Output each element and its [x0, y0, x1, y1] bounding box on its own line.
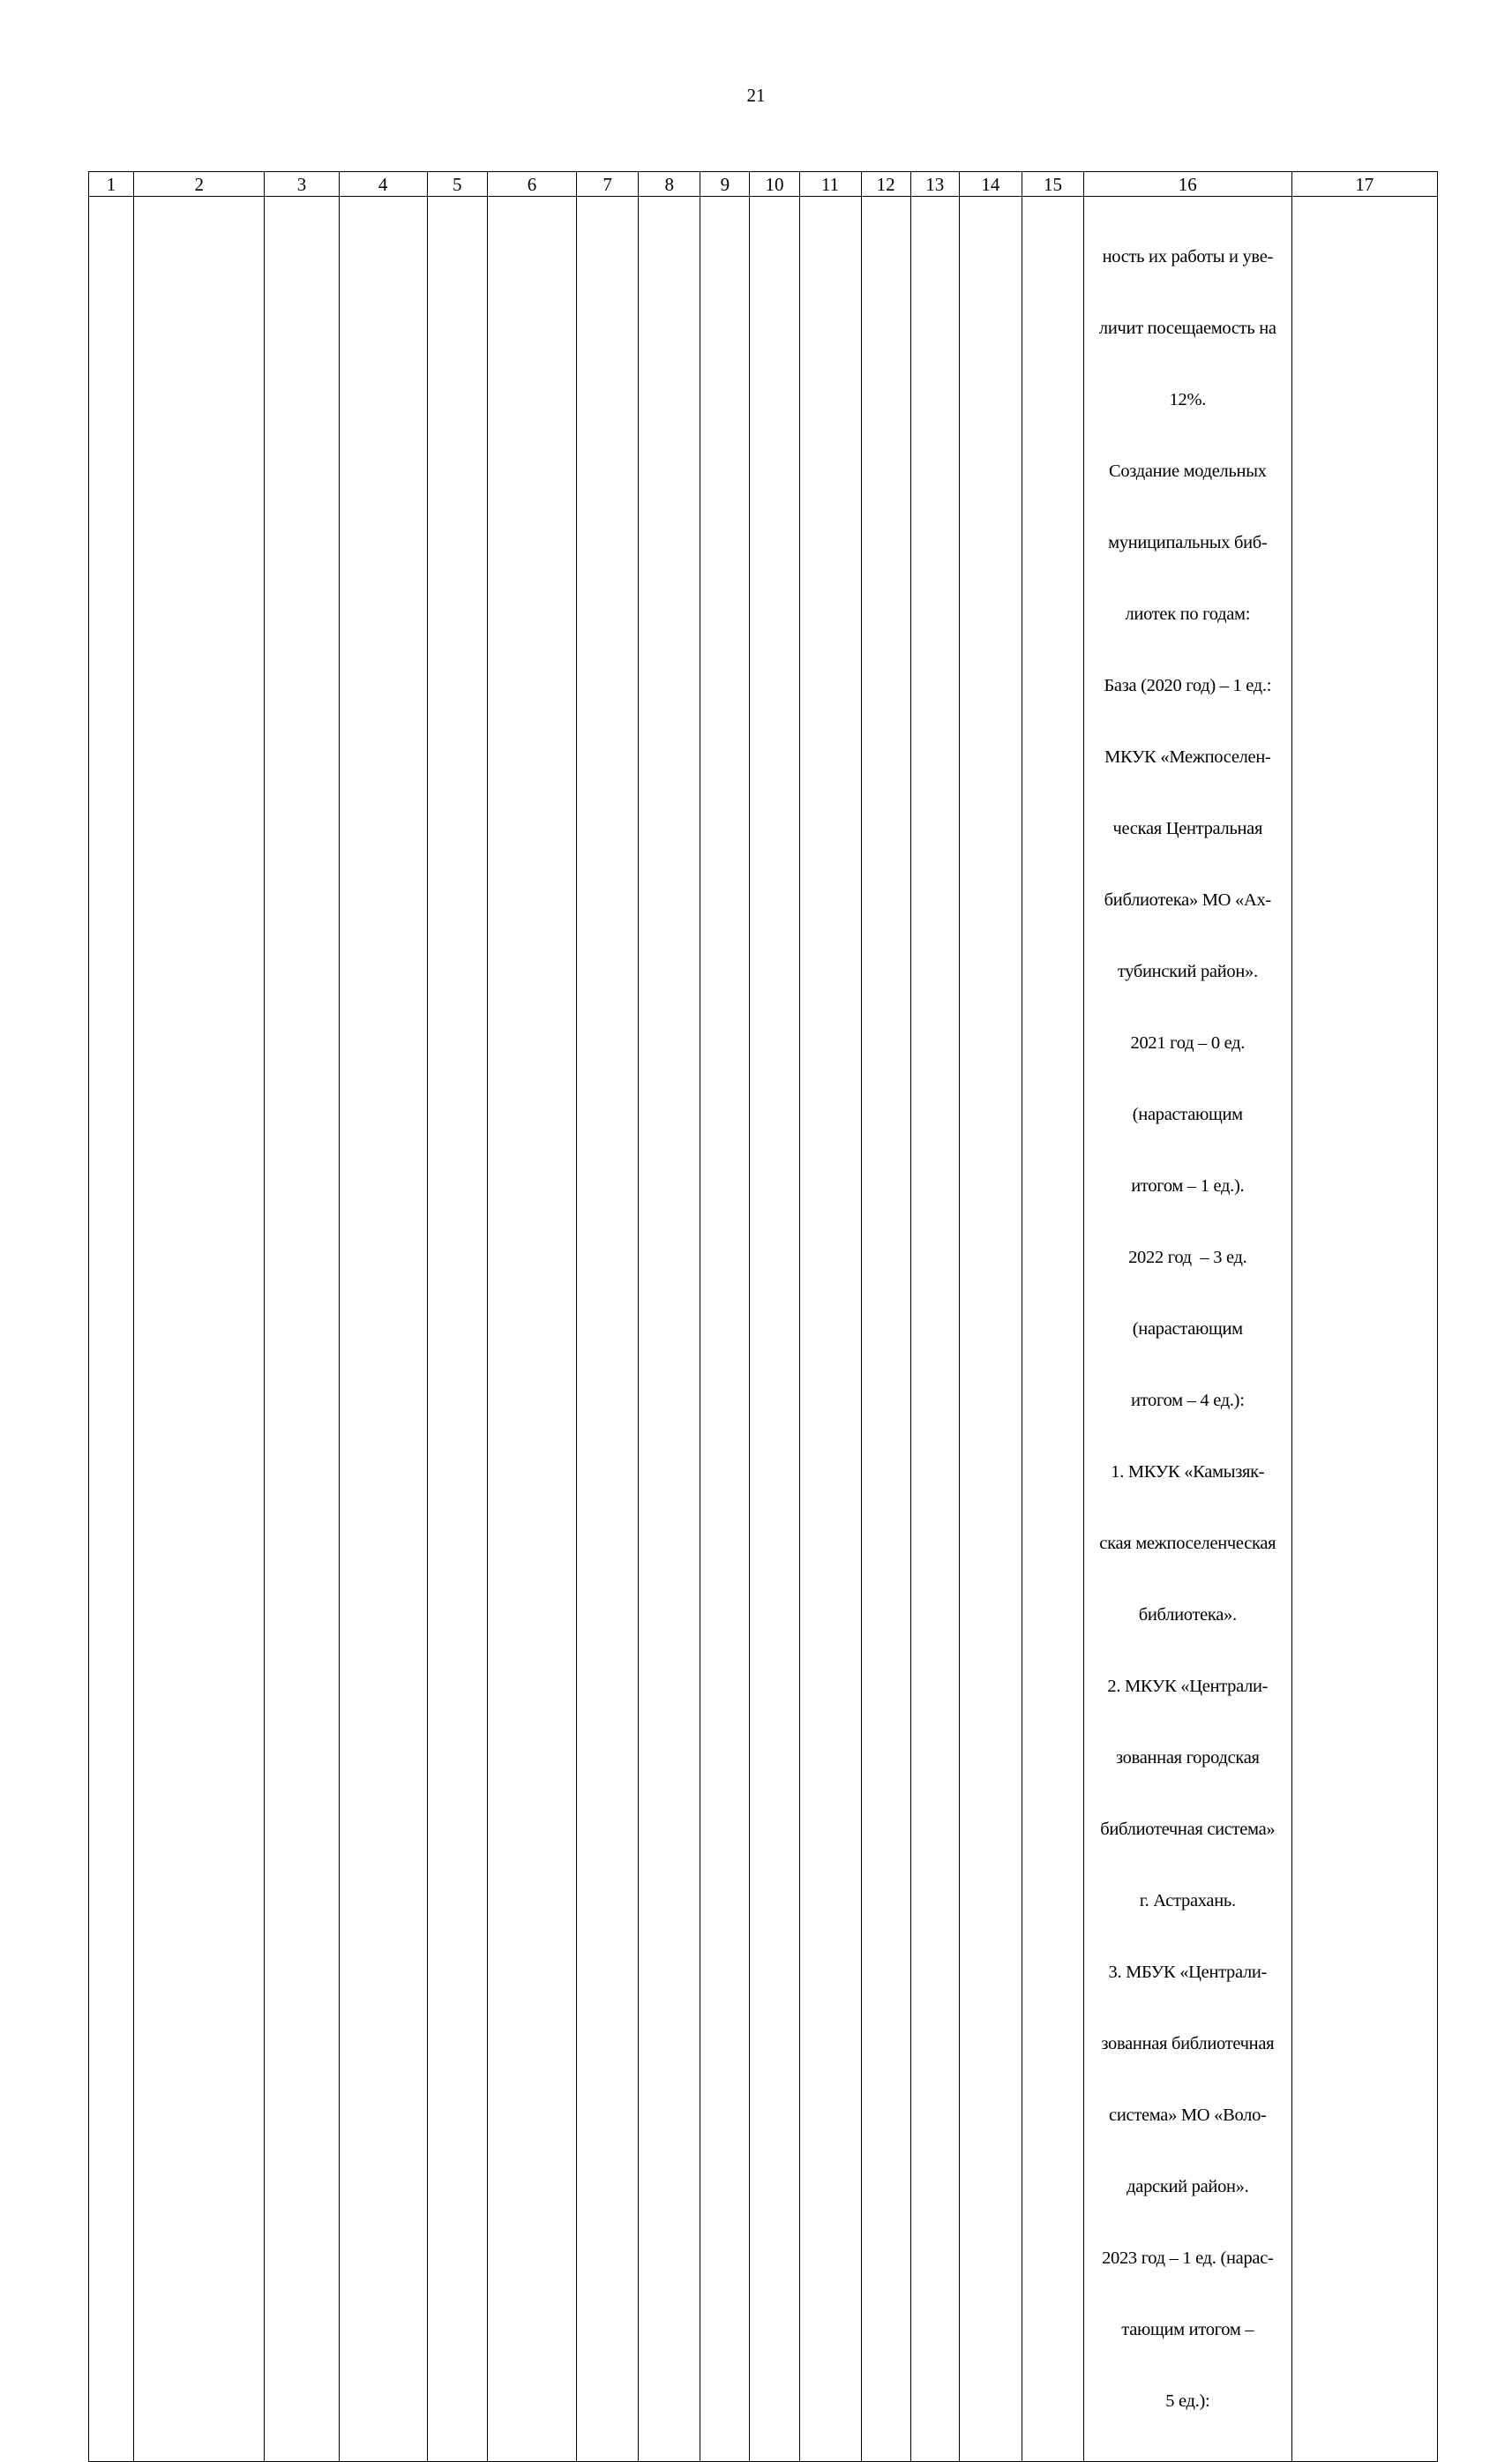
text-line: система» МО «Воло- — [1109, 2105, 1267, 2125]
text-line: лиотек по годам: — [1125, 604, 1251, 624]
text-line: личит посещаемость на — [1098, 319, 1276, 338]
cell-col-1 — [89, 197, 134, 2462]
cell-col-11 — [799, 197, 861, 2462]
column-header-4: 4 — [339, 172, 427, 197]
text-line: 5 ед.): — [1165, 2391, 1210, 2411]
column-header-7: 7 — [577, 172, 639, 197]
col16-text — [1084, 198, 1291, 2461]
text-line: библиотека». — [1138, 1605, 1237, 1625]
cell-col-17 — [1291, 197, 1437, 2462]
text-line: зованная городская — [1115, 1748, 1260, 1768]
text-line: 2021 год – 0 ед. — [1130, 1033, 1246, 1053]
column-header-13: 13 — [910, 172, 959, 197]
text-line: муниципальных биб- — [1108, 533, 1268, 552]
cell-col-2 — [134, 197, 265, 2462]
text-line: г. Астрахань. — [1139, 1891, 1236, 1910]
text-line: итогом – 1 ед.). — [1131, 1176, 1245, 1196]
column-header-16: 16 — [1084, 172, 1291, 197]
cell-col-5 — [427, 197, 487, 2462]
cell-col-7 — [577, 197, 639, 2462]
column-header-11: 11 — [799, 172, 861, 197]
cell-col-15 — [1022, 197, 1083, 2462]
cell-col-9 — [700, 197, 750, 2462]
column-header-5: 5 — [427, 172, 487, 197]
text-line: библиотека» МО «Ах- — [1104, 890, 1271, 910]
column-header-12: 12 — [861, 172, 910, 197]
text-line: 2023 год – 1 ед. (нарас- — [1102, 2248, 1274, 2268]
column-header-9: 9 — [700, 172, 750, 197]
column-header-1: 1 — [89, 172, 134, 197]
header-row — [89, 172, 1438, 197]
text-line: библиотечная система» — [1100, 1820, 1276, 1839]
text-line: МКУК «Межпоселен- — [1104, 747, 1271, 767]
column-header-17: 17 — [1291, 172, 1437, 197]
text-line: зованная библиотечная — [1101, 2034, 1275, 2053]
text-line: дарский район». — [1127, 2177, 1249, 2196]
cell-col-10 — [750, 197, 799, 2462]
cell-col-3 — [265, 197, 339, 2462]
column-header-15: 15 — [1022, 172, 1083, 197]
text-line: 1. МКУК «Камызяк- — [1111, 1462, 1265, 1482]
text-line: (нарастающим — [1132, 1319, 1243, 1339]
cell-col-6 — [487, 197, 576, 2462]
cell-col-14 — [959, 197, 1022, 2462]
cell-col-13 — [910, 197, 959, 2462]
text-line: тающим итогом – — [1121, 2320, 1254, 2339]
text-line: 2022 год – 3 ед. — [1128, 1248, 1247, 1267]
text-line: 2. МКУК «Централи- — [1107, 1677, 1269, 1696]
text-line: База (2020 год) – 1 ед.: — [1104, 676, 1272, 695]
column-header-10: 10 — [750, 172, 799, 197]
column-header-3: 3 — [265, 172, 339, 197]
data-table — [88, 171, 1438, 2462]
text-line: ческая Центральная — [1112, 819, 1263, 838]
text-line: 3. МБУК «Централи- — [1108, 1963, 1268, 1982]
text-line: ность их работы и уве- — [1102, 247, 1274, 266]
text-line: ская межпоселенческая — [1099, 1534, 1276, 1553]
cell-col-4 — [339, 197, 427, 2462]
column-header-14: 14 — [959, 172, 1022, 197]
column-header-2: 2 — [134, 172, 265, 197]
table-row — [89, 197, 1438, 2462]
text-line: 12%. — [1169, 390, 1207, 409]
text-line: Создание модельных — [1108, 462, 1267, 481]
cell-col-16 — [1084, 197, 1291, 2462]
text-line: тубинский район». — [1117, 962, 1258, 981]
text-line: (нарастающим — [1132, 1105, 1243, 1124]
cell-col-12 — [861, 197, 910, 2462]
cell-col-8 — [639, 197, 700, 2462]
page-number: 21 — [746, 85, 766, 106]
text-line: итогом – 4 ед.): — [1130, 1391, 1245, 1410]
column-header-8: 8 — [639, 172, 700, 197]
column-header-6: 6 — [487, 172, 576, 197]
